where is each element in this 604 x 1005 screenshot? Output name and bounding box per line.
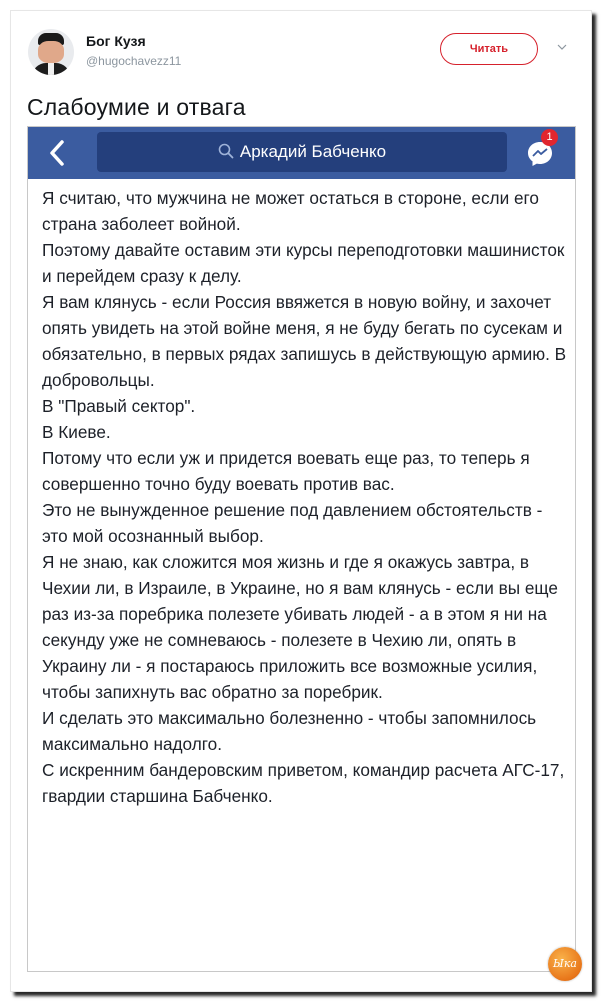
avatar-shirt <box>48 63 54 75</box>
author-name[interactable]: Бог Кузя <box>86 33 146 49</box>
post-paragraph: Я не знаю, как сложится моя жизнь и где я окажусь завтра, в Чехии ли, в Израиле, в Украине, но я вам клянусь - если вы еще раз из-за поребрика полезете убивать людей - а в этом я ни на секунду уже не сомневаюсь - полезете в Чехию ли, опять в Украину ли - я постараюсь приложить все возможные усилия, чтобы запихнуть вас обратно за поребрик. <box>42 552 558 702</box>
post-paragraph: Я считаю, что мужчина не может остаться в стороне, если его страна заболеет войной. <box>42 188 539 234</box>
avatar-face <box>38 41 64 63</box>
post-paragraph: Потому что если уж и придется воевать еще раз, то теперь я совершенно точно буду воевать против вас. <box>42 448 530 494</box>
post-paragraph: И сделать это максимально болезненно - чтобы запомнилось максимально надолго. <box>42 708 537 754</box>
follow-button[interactable]: Читать <box>440 33 538 65</box>
author-handle[interactable]: @hugochavezz11 <box>86 54 182 68</box>
post-paragraph: В Киеве. <box>42 422 111 442</box>
chevron-down-icon[interactable] <box>557 42 567 52</box>
search-icon <box>218 143 234 159</box>
watermark-logo: Ыка <box>548 947 582 981</box>
post-paragraph: Поэтому давайте оставим эти курсы переподготовки машинисток и перейдем сразу к делу. <box>42 240 565 286</box>
post-paragraph: С искренним бандеровским приветом, командир расчета АГС-17, гвардии старшина Бабченко. <box>42 760 565 806</box>
post-paragraph: В "Правый сектор". <box>42 396 196 416</box>
notification-badge: 1 <box>541 129 558 146</box>
embedded-screenshot <box>27 126 576 972</box>
post-body <box>42 185 567 809</box>
post-paragraph: Я вам клянусь - если Россия ввяжется в новую войну, и захочет опять увидеть на этой войне меня, я не буду бегать по сусекам и обязательно, в первых рядах запишусь в действующую армию. В добровольцы. <box>42 292 567 390</box>
avatar[interactable] <box>28 29 74 75</box>
post-paragraph: Это не вынужденное решение под давлением обстоятельств - это мой осознанный выбор. <box>42 500 543 546</box>
search-text: Аркадий Бабченко <box>239 142 387 161</box>
search-bar[interactable] <box>97 132 507 172</box>
tweet-text: Слабоумие и отвага <box>27 94 246 120</box>
facebook-header <box>28 127 575 179</box>
back-arrow-icon[interactable] <box>46 139 68 167</box>
